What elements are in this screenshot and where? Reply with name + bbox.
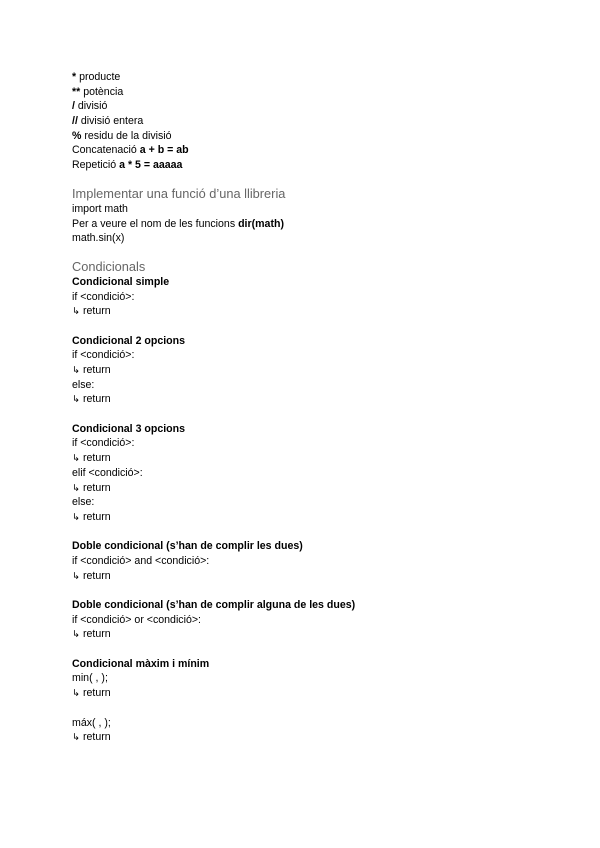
return-line <box>72 510 542 525</box>
three-elif: elif <condició>: <box>72 466 143 479</box>
conditionals-heading: Condicionals <box>72 258 146 274</box>
dir-text: Per a veure el nom de les funcions <box>72 217 239 230</box>
return-arrow-icon: ↳ <box>72 732 80 744</box>
double-and-title: Doble condicional (s’han de complir les dues) <box>72 540 303 553</box>
double-or-title: Doble condicional (s’han de complir alguna de les dues) <box>72 599 356 611</box>
return-line <box>72 686 542 701</box>
concatenation-expr: a + b = ab <box>139 144 189 157</box>
simple-if: if <condició>: <box>72 290 135 303</box>
sin-example: math.sin(x) <box>72 232 125 245</box>
double-and-cond: if <condició> and <condició>: <box>72 554 210 567</box>
return-line <box>72 569 542 584</box>
return-line <box>72 481 542 496</box>
operator-int-division <box>72 114 542 129</box>
return-text: return <box>82 628 111 641</box>
library-heading: Implementar una funció d’una llibreria <box>72 185 286 201</box>
simple-title: Condicional simple <box>72 275 170 288</box>
return-text: return <box>82 364 111 376</box>
return-arrow-icon: ↳ <box>72 688 80 700</box>
concatenation-label: Concatenació <box>72 144 140 157</box>
operator-symbol: % <box>72 129 82 142</box>
operator-desc: divisió <box>74 100 108 113</box>
return-line <box>72 363 542 378</box>
three-else: else: <box>72 496 95 509</box>
return-arrow-icon: ↳ <box>72 394 80 406</box>
two-title: Condicional 2 opcions <box>72 334 186 347</box>
operator-symbol: // <box>72 115 78 128</box>
return-text: return <box>82 393 111 406</box>
return-text: return <box>82 569 111 582</box>
return-text: return <box>82 510 111 523</box>
operator-desc: residu de la divisió <box>81 129 172 142</box>
document-content <box>72 70 542 745</box>
minmax-title: Condicional màxim i mínim <box>72 657 210 670</box>
operator-desc: divisió entera <box>77 115 144 128</box>
return-arrow-icon: ↳ <box>72 511 80 523</box>
return-line <box>72 730 542 745</box>
operator-desc: producte <box>76 71 121 83</box>
return-arrow-icon: ↳ <box>72 453 80 465</box>
dir-line <box>72 217 542 232</box>
three-if: if <condició>: <box>72 437 135 450</box>
operator-power <box>72 85 542 100</box>
return-text: return <box>82 305 111 318</box>
min-line: min( , ); <box>72 672 108 685</box>
operator-division <box>72 99 542 114</box>
return-line <box>72 451 542 466</box>
return-arrow-icon: ↳ <box>72 365 80 376</box>
repetition-line <box>72 158 542 173</box>
operator-symbol: * <box>72 71 77 83</box>
max-line: máx( , ); <box>72 716 111 729</box>
operator-symbol: ** <box>72 85 81 98</box>
operator-modulo <box>72 129 542 144</box>
return-text: return <box>82 481 111 494</box>
two-else: else: <box>72 378 95 391</box>
return-text: return <box>82 731 111 744</box>
operator-desc: potència <box>80 85 124 98</box>
operator-symbol: / <box>72 100 75 113</box>
import-line: import math <box>72 202 128 215</box>
return-text: return <box>82 687 111 700</box>
repetition-label: Repetició <box>72 159 120 172</box>
return-arrow-icon: ↳ <box>72 306 80 318</box>
return-text: return <box>82 452 111 465</box>
return-arrow-icon: ↳ <box>72 482 80 494</box>
repetition-expr: a * 5 = aaaaa <box>119 159 183 172</box>
two-if: if <condició>: <box>72 349 135 362</box>
return-line <box>72 627 542 642</box>
double-or-cond: if <condició> or <condició>: <box>72 613 201 626</box>
dir-code: dir(math) <box>238 217 284 230</box>
operator-product <box>72 70 542 85</box>
return-line <box>72 304 542 319</box>
three-title: Condicional 3 opcions <box>72 422 186 435</box>
return-arrow-icon: ↳ <box>72 570 80 582</box>
concatenation-line <box>72 143 542 158</box>
return-line <box>72 392 542 407</box>
return-arrow-icon: ↳ <box>72 629 80 641</box>
